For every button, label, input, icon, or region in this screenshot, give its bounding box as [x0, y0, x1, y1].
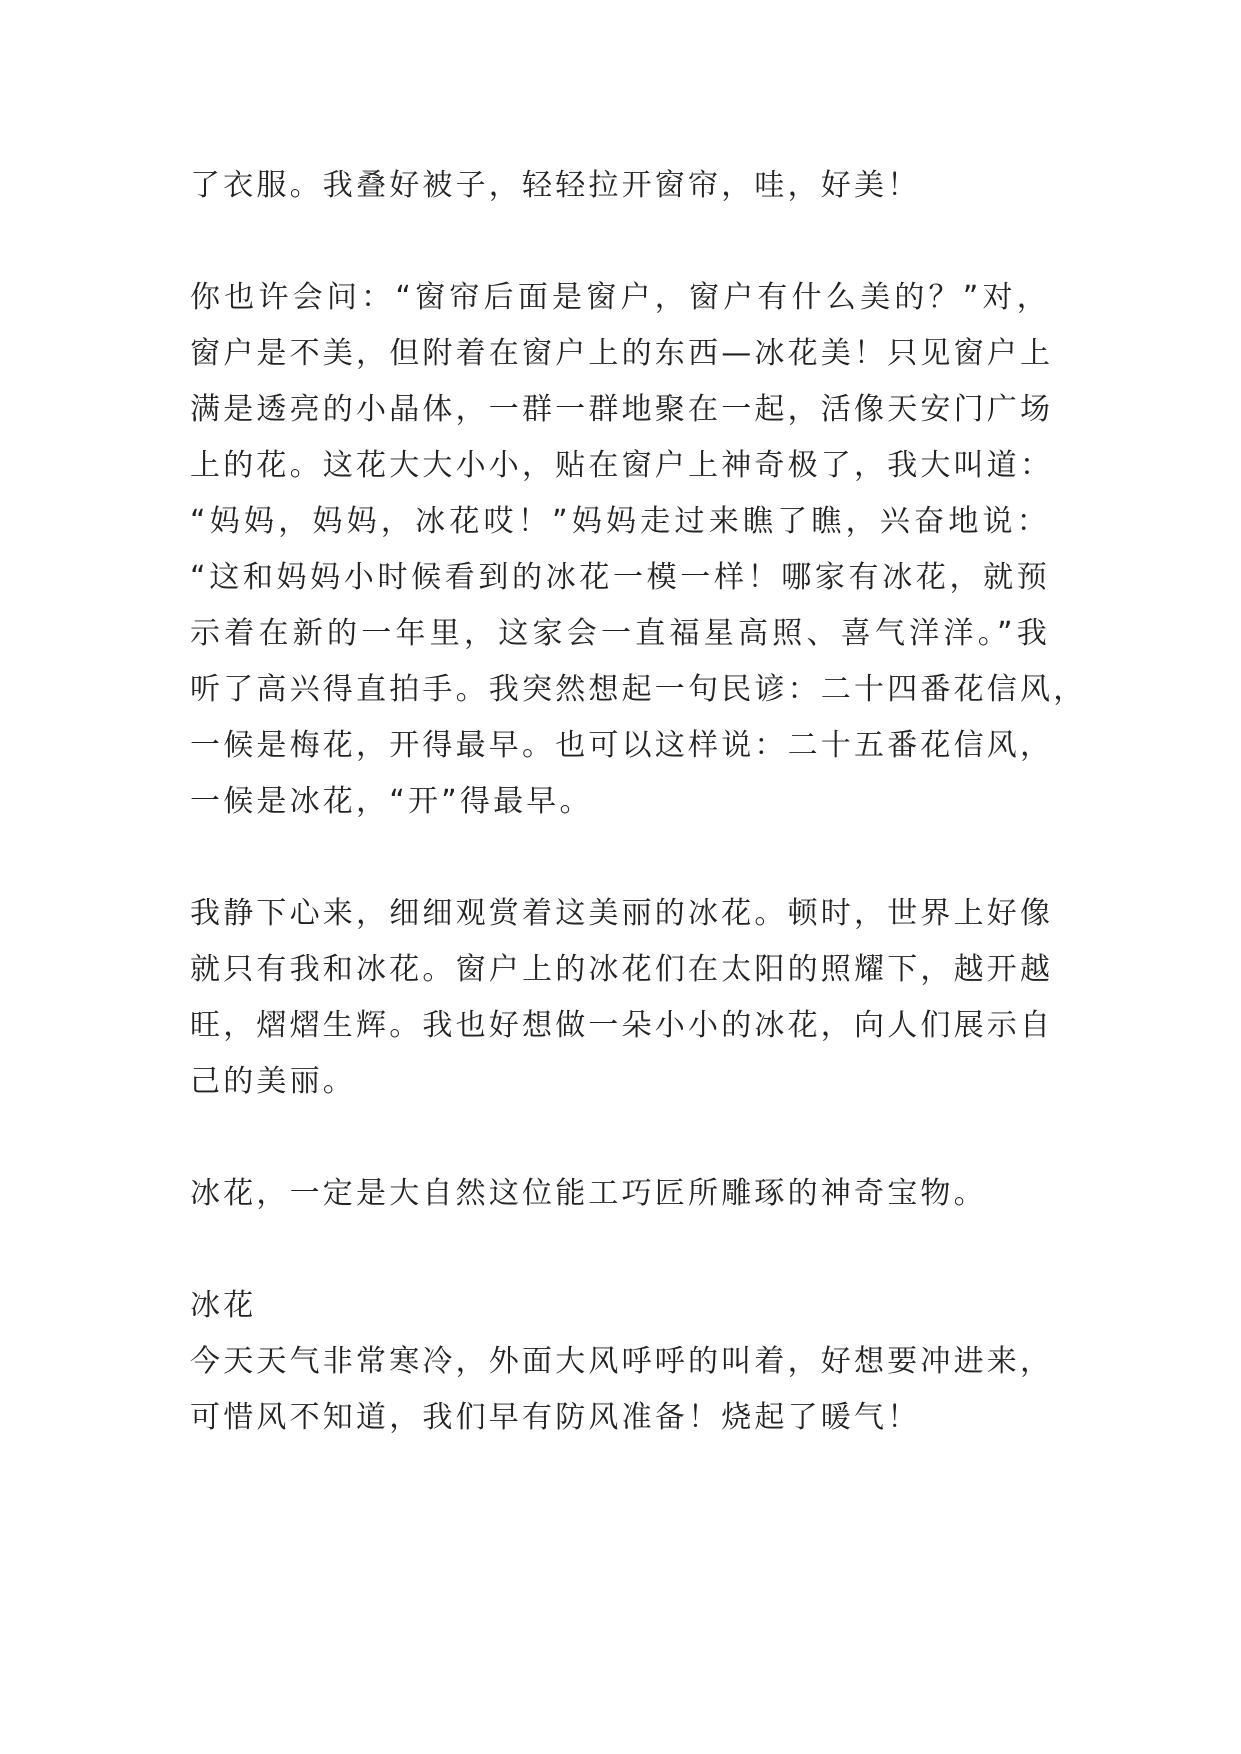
- text-line: 一候是冰花，“开”得最早。: [190, 784, 593, 819]
- paragraph-spacer: [190, 214, 1070, 270]
- text-line: 一候是梅花，开得最早。也可以这样说：二十五番花信风，: [190, 728, 1054, 763]
- text-line: 示着在新的一年里，这家会一直福星高照、喜气洋洋。”我: [190, 616, 1050, 651]
- paragraph-4: [190, 1166, 1070, 1222]
- paragraph-2: [190, 270, 1087, 830]
- paragraph-1: [190, 158, 1070, 214]
- document-body: [190, 158, 1087, 1446]
- section-heading: 冰花: [190, 1288, 257, 1323]
- text-line: 窗户是不美，但附着在窗户上的东西—冰花美！只见窗户上: [190, 336, 1054, 371]
- text-line: 就只有我和冰花。窗户上的冰花们在太阳的照耀下，越开越: [190, 952, 1054, 987]
- text-line: “这和妈妈小时候看到的冰花一模一样！哪家有冰花，就预: [190, 560, 1050, 595]
- paragraph-spacer: [190, 1110, 1070, 1166]
- paragraph-3: [190, 886, 1070, 1110]
- text-line: 旺，熠熠生辉。我也好想做一朵小小的冰花，向人们展示自: [190, 1008, 1054, 1043]
- text-line: 听了高兴得直拍手。我突然想起一句民谚：二十四番花信风，: [190, 672, 1087, 707]
- text-line: 冰花，一定是大自然这位能工巧匠所雕琢的神奇宝物。: [190, 1176, 987, 1211]
- text-line: 了衣服。我叠好被子，轻轻拉开窗帘，哇，好美！: [190, 168, 921, 203]
- text-line: 我静下心来，细细观赏着这美丽的冰花。顿时，世界上好像: [190, 896, 1054, 931]
- paragraph-5: [190, 1278, 1070, 1446]
- text-line: 可惜风不知道，我们早有防风准备！烧起了暖气！: [190, 1400, 921, 1435]
- paragraph-spacer: [190, 830, 1070, 886]
- text-line: 满是透亮的小晶体，一群一群地聚在一起，活像天安门广场: [190, 392, 1054, 427]
- paragraph-spacer: [190, 1222, 1070, 1278]
- text-line: 上的花。这花大大小小，贴在窗户上神奇极了，我大叫道：: [190, 448, 1054, 483]
- text-line: 你也许会问：“窗帘后面是窗户，窗户有什么美的？”对，: [190, 280, 1050, 315]
- text-line: 今天天气非常寒冷，外面大风呼呼的叫着，好想要冲进来，: [190, 1344, 1054, 1379]
- text-line: 己的美丽。: [190, 1064, 356, 1099]
- text-line: “妈妈，妈妈，冰花哎！”妈妈走过来瞧了瞧，兴奋地说：: [190, 504, 1050, 539]
